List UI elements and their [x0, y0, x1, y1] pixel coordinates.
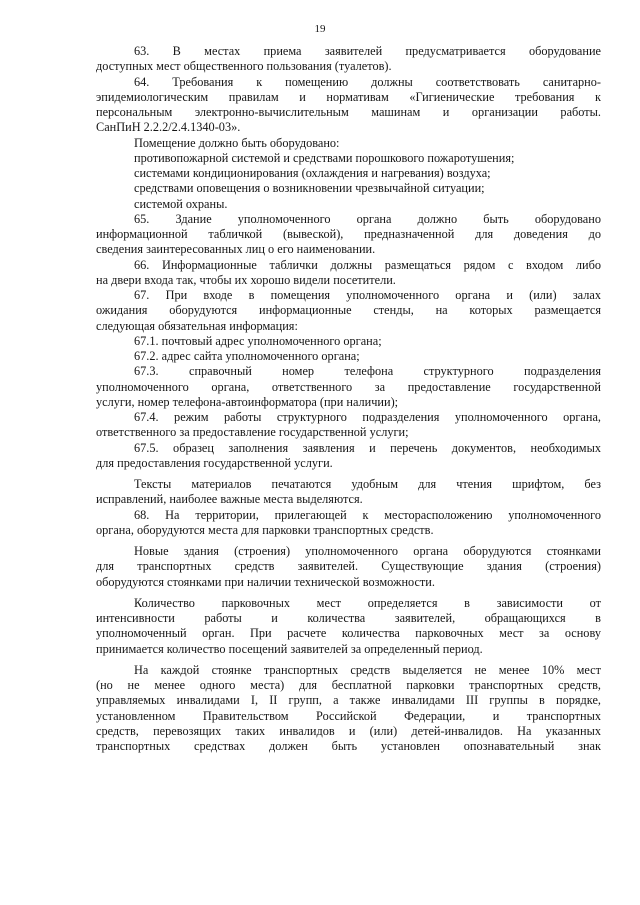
text-line: 67.1. почтовый адрес уполномоченного органа; — [134, 333, 382, 348]
text-line: противопожарной системой и средствами порошкового пожаротушения; — [134, 150, 515, 165]
text-line: 65. Здание уполномоченного органа должно быть оборудовано — [134, 211, 601, 226]
text-line: Количество парковочных мест определяется в зависимости от — [134, 595, 601, 610]
text-line: Помещение должно быть оборудовано: — [134, 135, 340, 150]
text-line: органа, оборудуются места для парковки транспортных средств. — [96, 522, 434, 537]
text-line: системами кондиционирования (охлаждения и нагревания) воздуха; — [134, 166, 491, 180]
text-line: исправлений, наиболее важные места выделяются. — [96, 492, 363, 507]
text-line: для транспортных средств заявителей. Существующие здания (строения) — [96, 559, 601, 574]
text-line: уполномоченного органа, ответственного за предоставление государственной — [96, 379, 601, 394]
text-line: транспортных средствах должен быть установлен опознавательный знак — [96, 739, 601, 753]
page-number: 19 — [314, 23, 326, 35]
text-line: Новые здания (строения) уполномоченного органа оборудуются стоянками — [134, 544, 601, 558]
text-line: следующая обязательная информация: — [96, 318, 298, 333]
text-line: средствами оповещения о возникновении чрезвычайной ситуации; — [134, 181, 485, 196]
text-line: на двери входа так, чтобы их хорошо видели посетители. — [96, 272, 396, 287]
text-line: 63. В местах приема заявителей предусматривается оборудование — [134, 44, 601, 58]
text-line: ожидания оборудуются информационные стенды, на которых размещается — [96, 303, 601, 318]
text-line: средств, перевозящих таких инвалидов и (или) детей-инвалидов. На указанных — [96, 723, 601, 738]
text-line: для предоставления государственной услуги. — [96, 455, 333, 470]
text-line: оборудуются стоянками при наличии технической возможности. — [96, 574, 435, 589]
text-line: Тексты материалов печатаются удобным для чтения шрифтом, без — [134, 477, 601, 491]
text-line: 68. На территории, прилегающей к месторасположению уполномоченного — [134, 507, 601, 522]
text-line: интенсивности работы и количества заявителей, обращающихся в — [96, 611, 601, 625]
text-line: (но не менее одного места) для бесплатной парковки транспортных средств, — [96, 678, 601, 692]
text-line: ответственного за предоставление государственной услуги; — [96, 425, 409, 440]
text-line: 67. При входе в помещения уполномоченного органа и (или) залах — [134, 288, 601, 302]
text-line: 67.2. адрес сайта уполномоченного органа; — [134, 349, 360, 363]
text-line: управляемых инвалидами I, II групп, а также инвалидами III группы в порядке, — [96, 693, 601, 708]
text-line: услуги, номер телефона-автоинформатора (при наличии); — [96, 394, 399, 409]
text-line: уполномоченный орган. При расчете количества парковочных мест за основу — [96, 626, 601, 641]
text-line: 66. Информационные таблички должны размещаться рядом с входом либо — [134, 257, 601, 272]
text-line: сведения заинтересованных лиц о его наименовании. — [96, 242, 376, 257]
text-line: доступных мест общественного пользования (туалетов). — [96, 59, 392, 74]
text-line: эпидемиологическим правилам и нормативам «Гигиенические требования к — [96, 89, 601, 104]
text-line: 64. Требования к помещению должны соответствовать санитарно- — [134, 74, 601, 89]
text-line: персональным электронно-вычислительным машинам и организации работы. — [96, 105, 601, 119]
text-line: системой охраны. — [134, 196, 228, 211]
text-line: принимается количество посещений заявителей за определенный период. — [96, 641, 483, 656]
text-line: информационной табличкой (вывеской), предназначенной для доведения до — [96, 227, 601, 241]
text-line: На каждой стоянке транспортных средств выделяется не менее 10% мест — [134, 662, 601, 677]
text-line: СанПиН 2.2.2/2.4.1340-03». — [96, 120, 241, 135]
text-line: 67.3. справочный номер телефона структурного подразделения — [134, 364, 601, 379]
text-line: 67.4. режим работы структурного подразделения уполномоченного органа, — [134, 410, 601, 424]
text-line: 67.5. образец заполнения заявления и перечень документов, необходимых — [134, 440, 601, 455]
text-line: установленном Правительством Российской Федерации, и транспортных — [96, 708, 601, 723]
document-body — [96, 44, 601, 754]
